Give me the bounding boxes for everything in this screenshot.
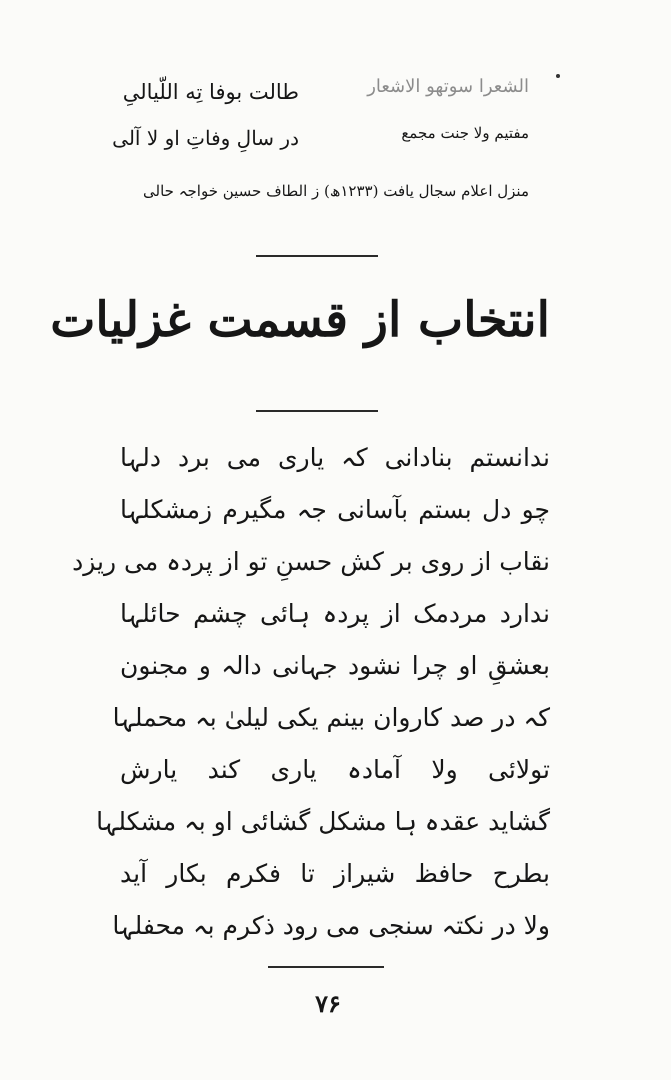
verse-line: بعشقِ او چرا نشود جہانی دالہ و مجنون (120, 651, 550, 680)
verse-line: تولائی ولا آمادہ یاری کند یارش (120, 755, 550, 784)
header-line2-right: در سالِ وفاتِ او لا آلی (112, 126, 299, 150)
header-line3: منزل اعلام سجال یافت (۱۲۳۳ھ) ز الطاف حسین خواجہ حالی (143, 182, 529, 200)
page-number: ۷۶ (315, 989, 341, 1018)
verse-line: ندارد مردمک از پردہ ہائی چشم حائلہا (120, 599, 550, 628)
ink-dot (556, 74, 560, 78)
verse-line: چو دل بستم بآسانی جہ مگیرم زمشکلہا (120, 495, 550, 524)
verse-line: ولا در نکتہ سنجی می رود ذکرم بہ محفلہا (112, 911, 550, 940)
header-line2-left: مفتیم ولا جنت مجمع (401, 124, 529, 142)
verse-line: گشاید عقدہ ہا مشکل گشائی او بہ مشکلہا (96, 807, 550, 836)
divider-top (256, 255, 378, 257)
header-line1-left: الشعرا سوتھو الاشعار (367, 76, 529, 97)
header-line1-right: طالت بوفا تِه اللّیالیِ (122, 80, 299, 104)
verse-line: بطرح حافظ شیراز تا فکرم بکار آید (120, 859, 550, 888)
section-title: انتخاب از قسمت غزلیات (50, 292, 550, 348)
divider-bottom (268, 966, 384, 968)
verse-line: نقاب از روی بر کش حسنِ تو از پردہ می ریزد (72, 547, 550, 576)
divider-under-title (256, 410, 378, 412)
verse-line: ندانستم بنادانی کہ یاری می برد دلہا (120, 443, 550, 472)
verse-line: کہ در صد کاروان بینم یکی لیلیٰ بہ محملہا (112, 703, 550, 732)
